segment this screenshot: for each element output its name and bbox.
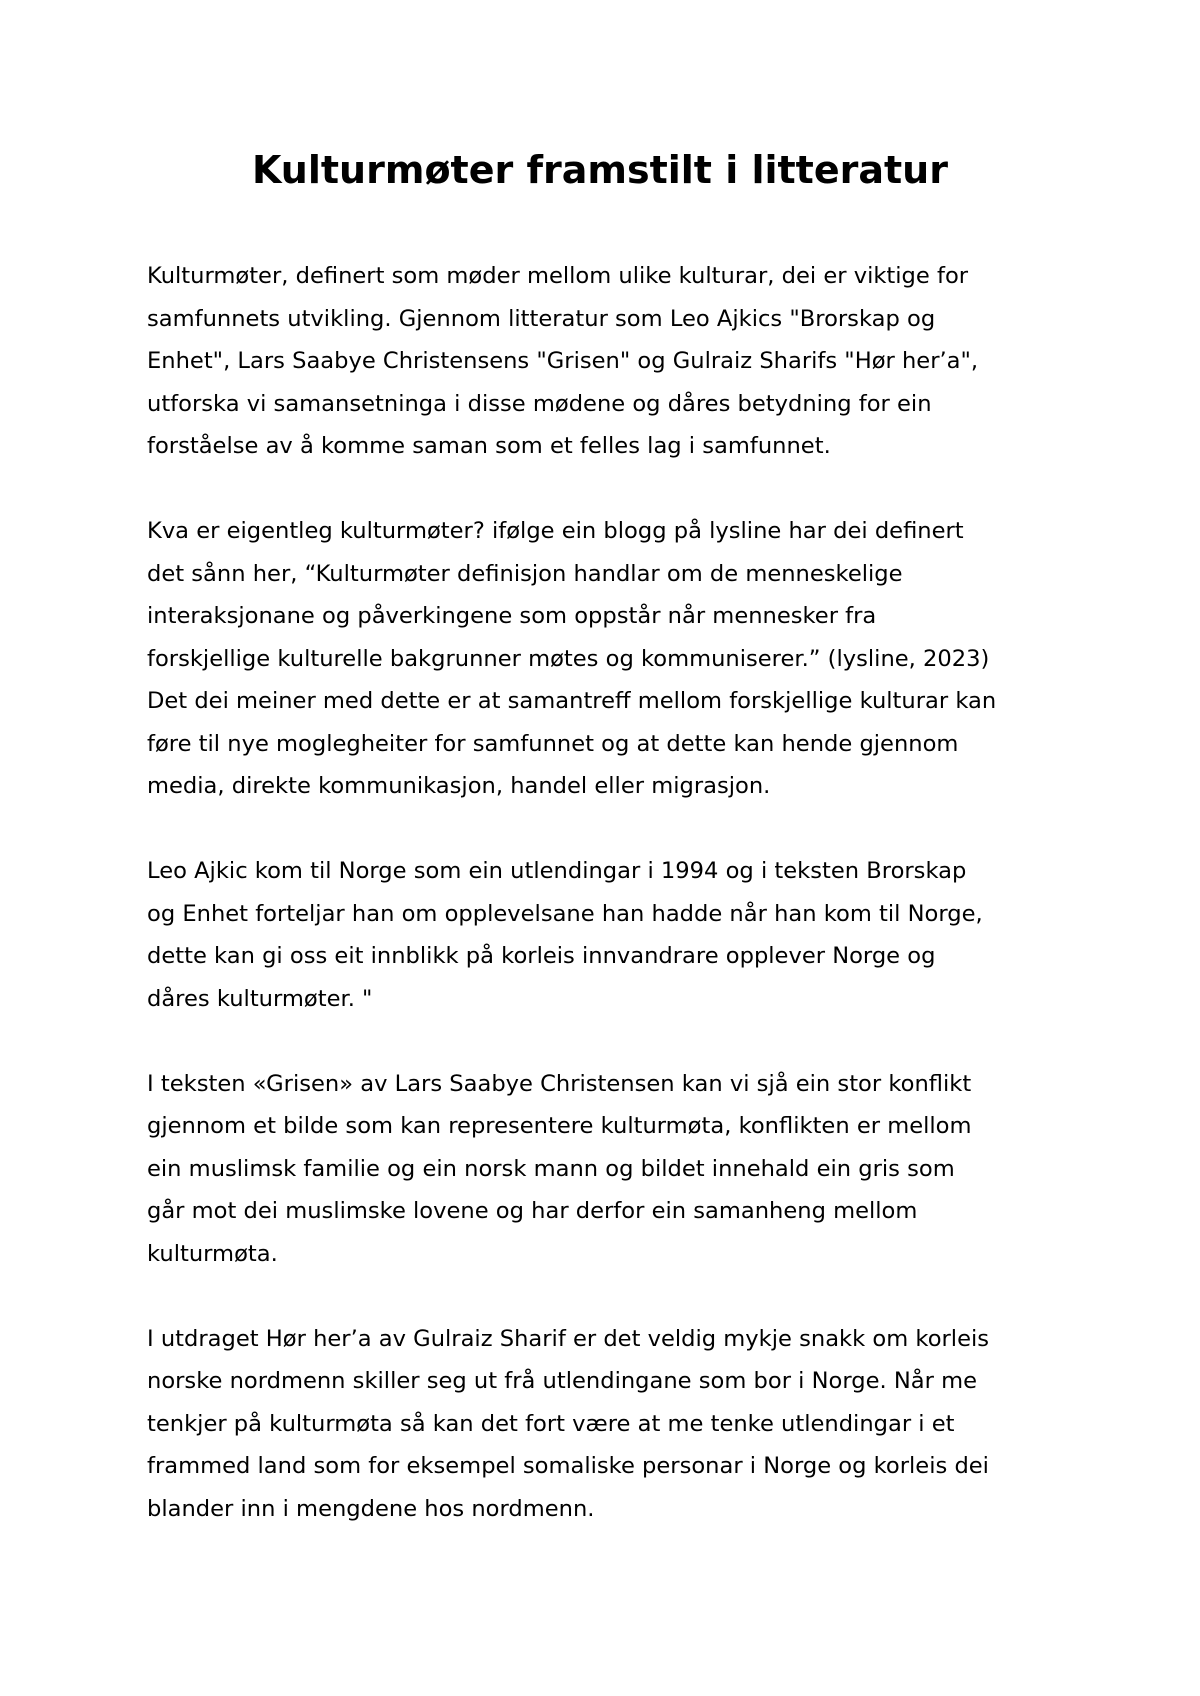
text-line: gjennom et bilde som kan representere kulturmøta, konflikten er mellom: [147, 1113, 972, 1139]
text-line: Kulturmøter, definert som møder mellom ulike kulturar, dei er viktige for: [147, 263, 969, 289]
text-line: Kva er eigentleg kulturmøter? ifølge ein blogg på lysline har dei definert: [147, 518, 964, 544]
paragraph-intro: [147, 255, 1087, 468]
paragraph-hor-hera: [147, 1318, 1087, 1531]
text-line: føre til nye moglegheiter for samfunnet og at dette kan hende gjennom: [147, 730, 959, 757]
paragraph-definition: [147, 510, 1087, 808]
paragraph-grisen: [147, 1063, 1087, 1276]
text-line: I teksten «Grisen» av Lars Saabye Christensen kan vi sjå ein stor konflikt: [147, 1070, 972, 1097]
text-line: forskjellige kulturelle bakgrunner møtes og kommuniserer.” (lysline, 2023): [147, 645, 990, 672]
document-body: [147, 255, 1087, 1573]
text-line: I utdraget Hør her’a av Gulraiz Sharif er det veldig mykje snakk om korleis: [147, 1325, 990, 1352]
text-line: ein muslimsk familie og ein norsk mann og bildet innehald ein gris som: [147, 1155, 955, 1182]
text-line: utforska vi samansetninga i disse mødene og dåres betydning for ein: [147, 390, 932, 417]
text-line: kulturmøta.: [147, 1240, 278, 1267]
text-line: dette kan gi oss eit innblikk på korleis innvandrare opplever Norge og: [147, 943, 936, 969]
text-line: interaksjonane og påverkingene som oppstår når mennesker fra: [147, 603, 877, 629]
text-line: media, direkte kommunikasjon, handel eller migrasjon.: [147, 773, 771, 799]
text-line: norske nordmenn skiller seg ut frå utlendingane som bor i Norge. Når me: [147, 1368, 977, 1394]
text-line: går mot dei muslimske lovene og har derfor ein samanheng mellom: [147, 1198, 918, 1224]
text-line: Enhet", Lars Saabye Christensens "Grisen" og Gulraiz Sharifs "Hør her’a",: [147, 348, 979, 374]
text-line: Det dei meiner med dette er at samantreff mellom forskjellige kulturar kan: [147, 688, 997, 714]
text-line: og Enhet forteljar han om opplevelsane han hadde når han kom til Norge,: [147, 900, 983, 927]
paragraph-brorskap: [147, 850, 1087, 1020]
text-line: blander inn i mengdene hos nordmenn.: [147, 1495, 595, 1522]
text-line: dåres kulturmøter. ": [147, 985, 373, 1012]
text-line: Leo Ajkic kom til Norge som ein utlendingar i 1994 og i teksten Brorskap: [147, 858, 967, 884]
text-line: forståelse av å komme saman som et felles lag i samfunnet.: [147, 433, 831, 459]
text-line: frammed land som for eksempel somaliske personar i Norge og korleis dei: [147, 1453, 989, 1479]
text-line: tenkjer på kulturmøta så kan det fort være at me tenke utlendingar i et: [147, 1410, 955, 1437]
document-title: Kulturmøter framstilt i litteratur: [252, 148, 948, 192]
text-line: det sånn her, “Kulturmøter definisjon handlar om de menneskelige: [147, 560, 903, 587]
text-line: samfunnets utvikling. Gjennom litteratur som Leo Ajkics "Brorskap og: [147, 305, 936, 332]
